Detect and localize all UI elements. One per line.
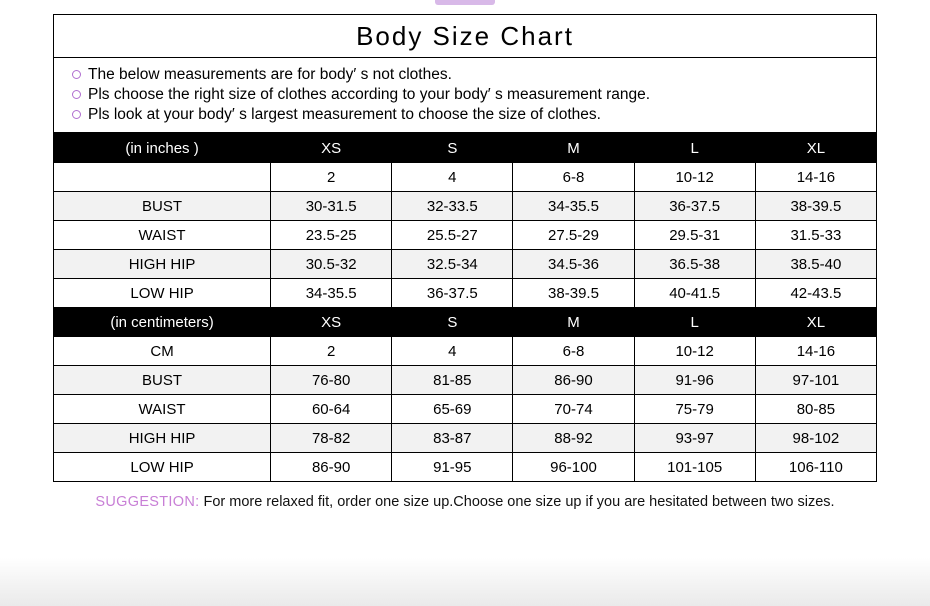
cell: 34-35.5 <box>271 279 392 308</box>
cell: 30.5-32 <box>271 250 392 279</box>
bullet-circle-icon <box>72 65 88 79</box>
bullet-circle-icon <box>72 105 88 119</box>
row-label: HIGH HIP <box>54 424 271 453</box>
cell: 88-92 <box>513 424 634 453</box>
cell: 70-74 <box>513 395 634 424</box>
cell: 29.5-31 <box>634 221 755 250</box>
cell: 10-12 <box>634 163 755 192</box>
note-item <box>72 105 876 124</box>
cell: 91-96 <box>634 366 755 395</box>
cell: 25.5-27 <box>392 221 513 250</box>
table-row <box>54 163 877 192</box>
table-header-row-centimeters <box>54 308 877 337</box>
table-row <box>54 395 877 424</box>
cell: 78-82 <box>271 424 392 453</box>
cell: 38-39.5 <box>755 192 876 221</box>
cell: 80-85 <box>755 395 876 424</box>
row-label: WAIST <box>54 395 271 424</box>
cell: 32.5-34 <box>392 250 513 279</box>
measurements-table <box>53 133 877 482</box>
column-header: M <box>513 134 634 163</box>
cell: 36-37.5 <box>634 192 755 221</box>
row-label: BUST <box>54 192 271 221</box>
cell: 60-64 <box>271 395 392 424</box>
cell: 106-110 <box>755 453 876 482</box>
row-label: LOW HIP <box>54 279 271 308</box>
cell: 2 <box>271 337 392 366</box>
table-row <box>54 366 877 395</box>
note-item <box>72 85 876 104</box>
table-row <box>54 192 877 221</box>
suggestion-line <box>0 494 930 510</box>
column-header: (in centimeters) <box>54 308 271 337</box>
column-header: (in inches ) <box>54 134 271 163</box>
cell: 23.5-25 <box>271 221 392 250</box>
row-label: BUST <box>54 366 271 395</box>
row-label: HIGH HIP <box>54 250 271 279</box>
cell: 98-102 <box>755 424 876 453</box>
cell: 36-37.5 <box>392 279 513 308</box>
table-row <box>54 250 877 279</box>
cell: 96-100 <box>513 453 634 482</box>
cell: 6-8 <box>513 163 634 192</box>
cell: 81-85 <box>392 366 513 395</box>
cell: 30-31.5 <box>271 192 392 221</box>
cell: 97-101 <box>755 366 876 395</box>
cell: 2 <box>271 163 392 192</box>
cell: 32-33.5 <box>392 192 513 221</box>
table-row <box>54 453 877 482</box>
row-label: LOW HIP <box>54 453 271 482</box>
cell: 76-80 <box>271 366 392 395</box>
cell: 10-12 <box>634 337 755 366</box>
cell: 4 <box>392 163 513 192</box>
cell: 36.5-38 <box>634 250 755 279</box>
cell: 93-97 <box>634 424 755 453</box>
notes-box <box>53 57 877 133</box>
bottom-gradient <box>0 558 930 606</box>
row-label <box>54 163 271 192</box>
cell: 14-16 <box>755 163 876 192</box>
column-header: XL <box>755 134 876 163</box>
note-item <box>72 65 876 84</box>
cell: 27.5-29 <box>513 221 634 250</box>
size-chart-container <box>53 14 877 482</box>
column-header: S <box>392 134 513 163</box>
cell: 83-87 <box>392 424 513 453</box>
cell: 14-16 <box>755 337 876 366</box>
cell: 31.5-33 <box>755 221 876 250</box>
bullet-circle-icon <box>72 85 88 99</box>
table-row <box>54 337 877 366</box>
page-title: Body Size Chart <box>356 20 574 51</box>
table-row <box>54 424 877 453</box>
cell: 38-39.5 <box>513 279 634 308</box>
note-text: Pls choose the right size of clothes according to your body′ s measurement range. <box>88 86 651 103</box>
row-label: CM <box>54 337 271 366</box>
row-label: WAIST <box>54 221 271 250</box>
cell: 101-105 <box>634 453 755 482</box>
column-header: XS <box>271 134 392 163</box>
suggestion-label: SUGGESTION: <box>95 494 200 510</box>
cell: 34-35.5 <box>513 192 634 221</box>
table-header-row-inches <box>54 134 877 163</box>
note-text: The below measurements are for body′ s not clothes. <box>88 66 452 83</box>
cell: 86-90 <box>513 366 634 395</box>
chart-title-box <box>53 14 877 57</box>
cell: 6-8 <box>513 337 634 366</box>
column-header: L <box>634 134 755 163</box>
cell: 4 <box>392 337 513 366</box>
table-row <box>54 221 877 250</box>
cell: 42-43.5 <box>755 279 876 308</box>
column-header: M <box>513 308 634 337</box>
cell: 40-41.5 <box>634 279 755 308</box>
column-header: S <box>392 308 513 337</box>
top-accent-bar <box>435 0 495 5</box>
column-header: L <box>634 308 755 337</box>
column-header: XL <box>755 308 876 337</box>
cell: 86-90 <box>271 453 392 482</box>
cell: 65-69 <box>392 395 513 424</box>
cell: 34.5-36 <box>513 250 634 279</box>
cell: 38.5-40 <box>755 250 876 279</box>
cell: 91-95 <box>392 453 513 482</box>
suggestion-text: For more relaxed fit, order one size up.Choose one size up if you are hesitated between two sizes. <box>203 494 835 510</box>
table-row <box>54 279 877 308</box>
cell: 75-79 <box>634 395 755 424</box>
column-header: XS <box>271 308 392 337</box>
note-text: Pls look at your body′ s largest measurement to choose the size of clothes. <box>88 106 601 123</box>
